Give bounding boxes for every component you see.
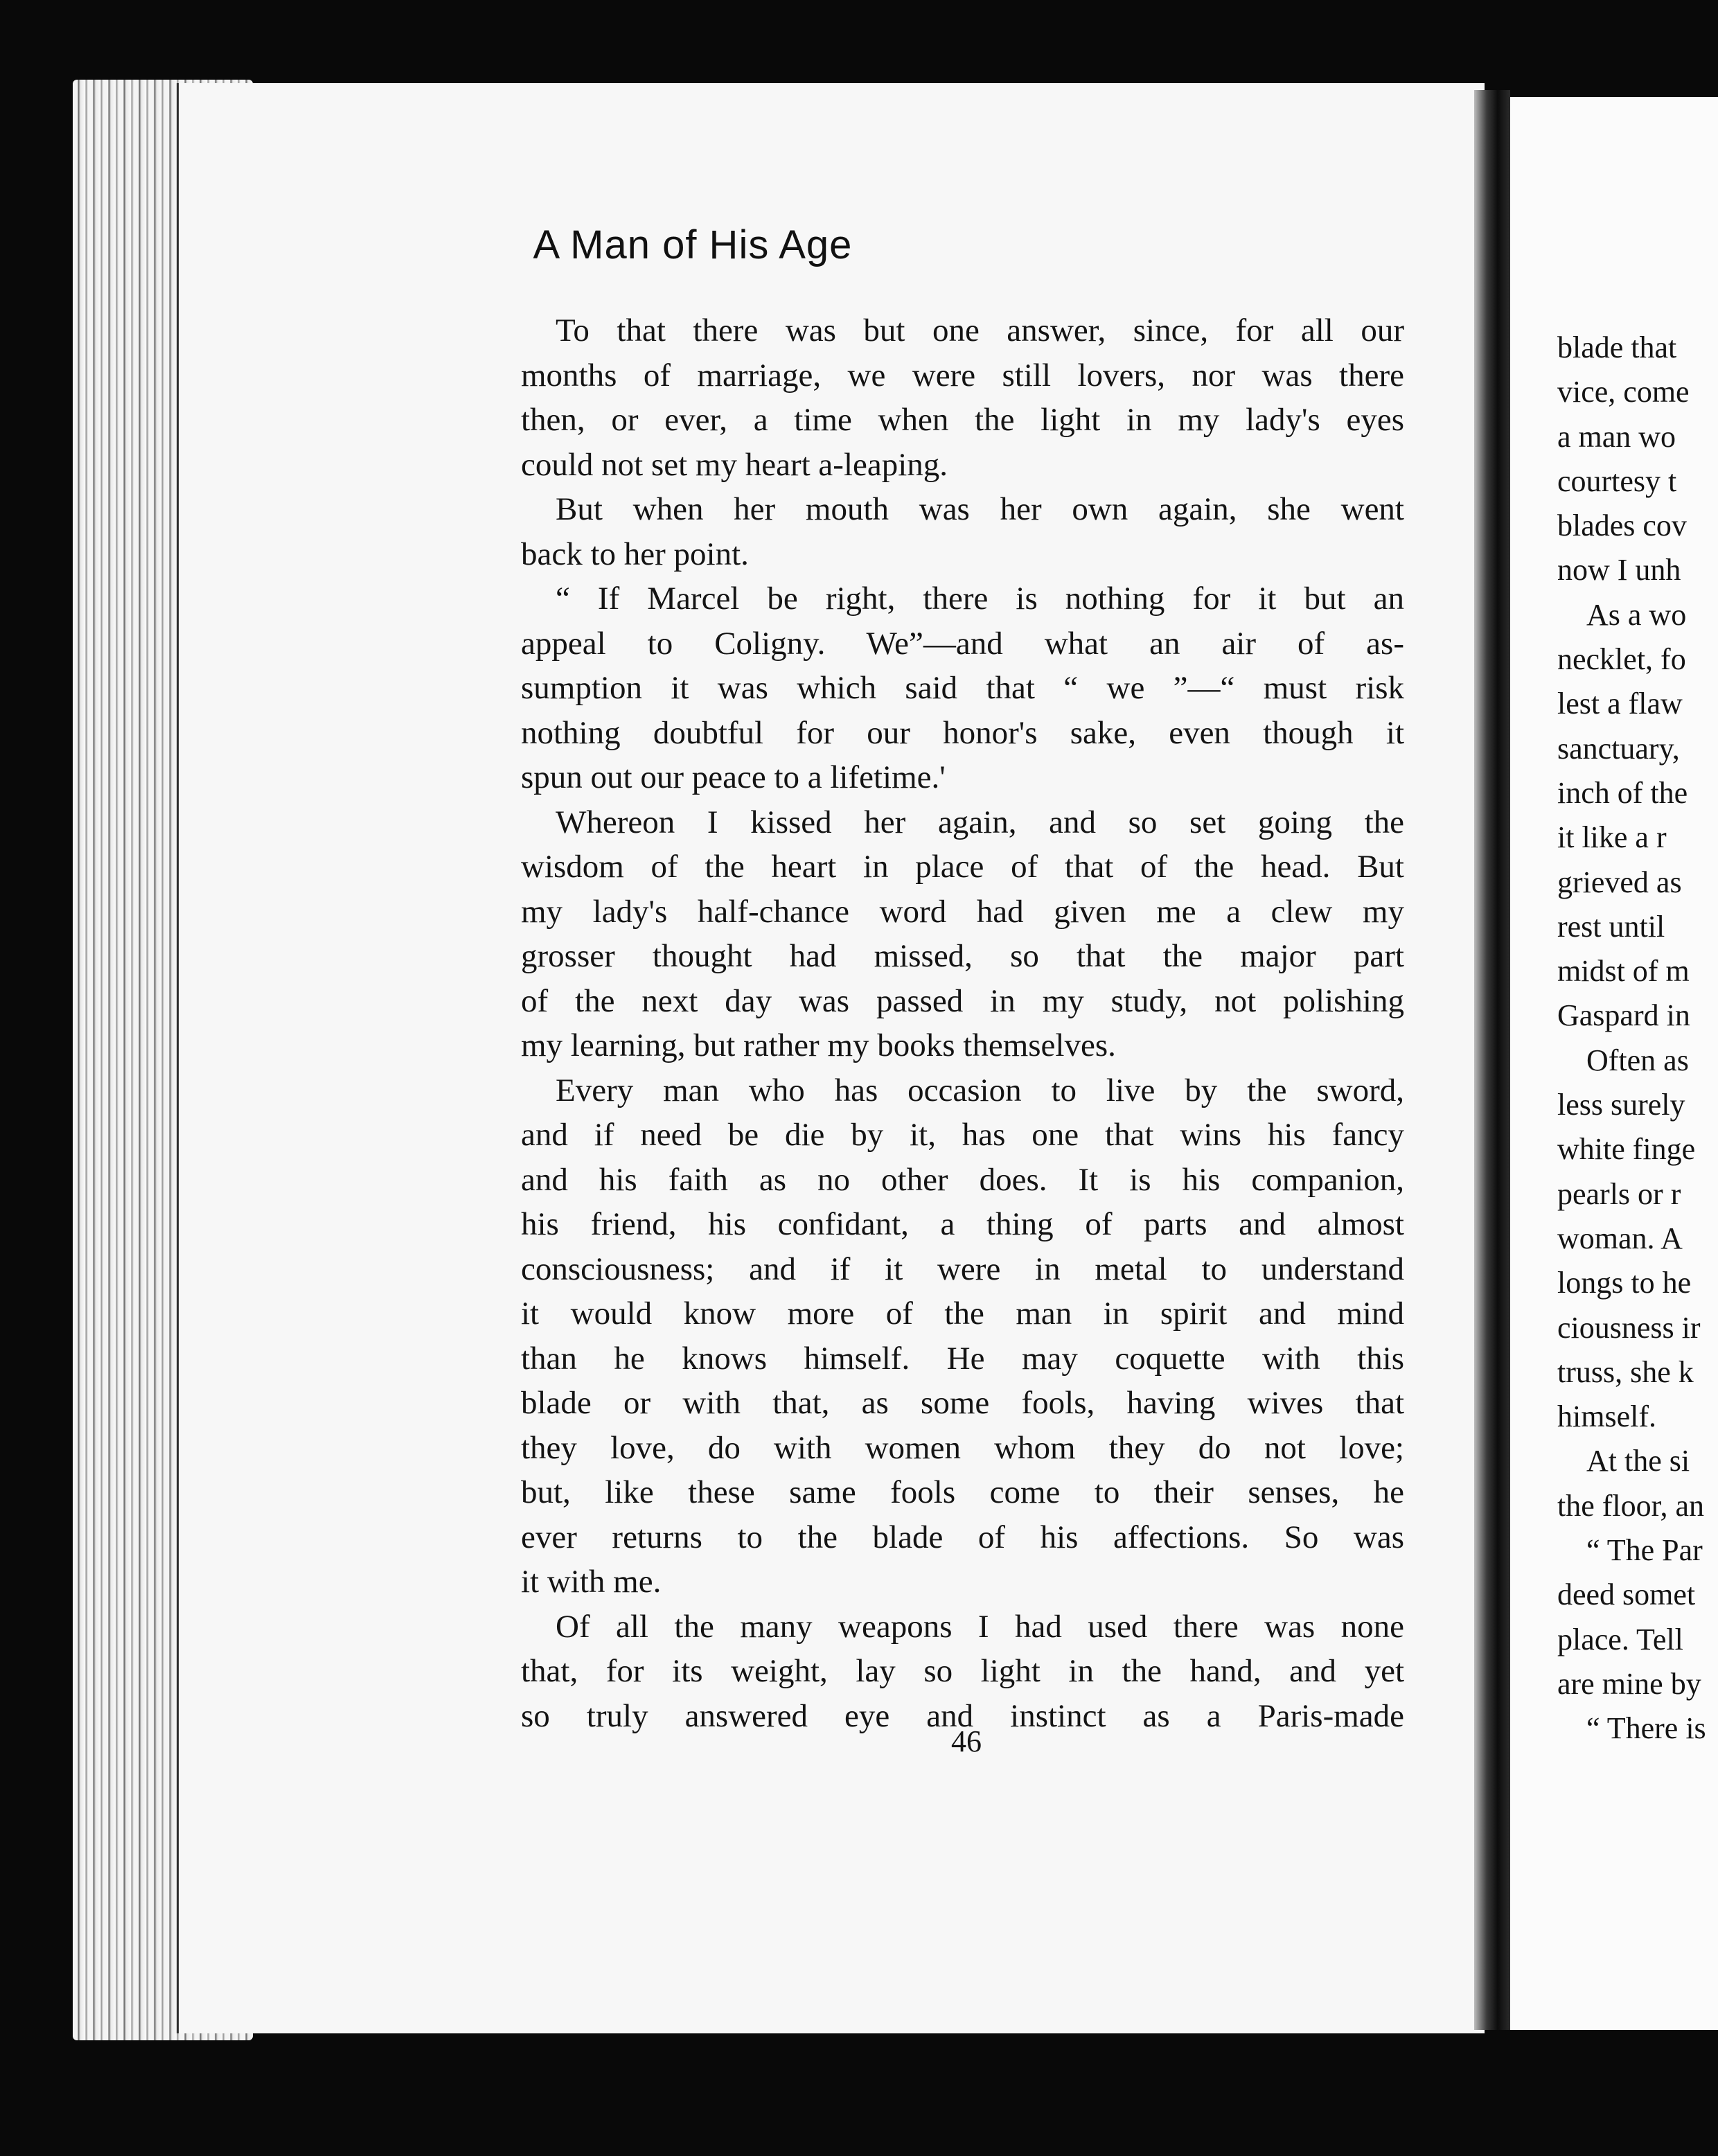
text-line: wisdom of the heart in place of that of the head. But	[521, 849, 1404, 885]
right-text-line: ciousness ir	[1557, 1310, 1701, 1345]
right-text-line: As a wo	[1586, 597, 1687, 632]
right-text-line: blade that	[1557, 330, 1677, 364]
right-text-line: it like a r	[1557, 820, 1667, 855]
text-line: consciousness; and if it were in metal to understand	[521, 1251, 1404, 1287]
right-text-line: rest until	[1557, 909, 1665, 944]
text-line: and if need be die by it, has one that wins his fancy	[521, 1117, 1404, 1153]
right-text-line: Often as	[1586, 1043, 1689, 1077]
book-gutter	[1474, 90, 1510, 2030]
text-line: sumption it was which said that “ we ”—“ must risk	[521, 670, 1404, 706]
text-line: To that there was but one answer, since, for all our	[556, 312, 1404, 348]
right-text-line: At the si	[1586, 1444, 1690, 1478]
right-text-line: necklet, fo	[1557, 642, 1686, 677]
text-line: his friend, his confidant, a thing of parts and almost	[521, 1206, 1404, 1242]
page-number: 46	[951, 1724, 982, 1758]
right-page-text	[1557, 326, 1718, 1751]
text-line: Of all the many weapons I had used there was none	[556, 1608, 1404, 1645]
right-text-line: vice, come	[1557, 375, 1690, 409]
text-line: Whereon I kissed her again, and so set going the	[556, 804, 1404, 840]
right-text-line: “ There is	[1586, 1711, 1706, 1746]
right-text-line: now I unh	[1557, 553, 1681, 587]
text-line: spun out our peace to a lifetime.'	[521, 759, 946, 795]
running-head: A Man of His Age	[533, 222, 853, 267]
right-text-line: courtesy t	[1557, 463, 1677, 498]
text-line: appeal to Coligny. We”—and what an air of as-	[521, 625, 1404, 662]
text-line: that, for its weight, lay so light in the hand, and yet	[521, 1653, 1404, 1689]
right-text-line: less surely	[1557, 1088, 1685, 1122]
right-text-line: woman. A	[1557, 1221, 1683, 1255]
text-line: months of marriage, we were still lovers, nor was there	[521, 357, 1404, 394]
text-line: grosser thought had missed, so that the major part	[521, 938, 1404, 974]
right-text-line: deed somet	[1557, 1578, 1696, 1612]
text-line: my learning, but rather my books themselves.	[521, 1027, 1116, 1063]
right-text-line: lest a flaw	[1557, 687, 1683, 721]
right-text-line: Gaspard in	[1557, 998, 1690, 1033]
right-text-line: place. Tell	[1557, 1622, 1683, 1656]
text-line: of the next day was passed in my study, not polishing	[521, 982, 1404, 1019]
text-line: it with me.	[521, 1564, 662, 1600]
right-text-line: sanctuary,	[1557, 731, 1680, 766]
text-line: back to her point.	[521, 536, 749, 572]
text-line: it would know more of the man in spirit and mind	[521, 1296, 1404, 1332]
right-text-line: white finge	[1557, 1132, 1696, 1167]
text-line: could not set my heart a-leaping.	[521, 446, 948, 483]
text-line: they love, do with women whom they do not love;	[521, 1429, 1404, 1466]
right-text-line: blades cov	[1557, 509, 1687, 543]
right-text-line: are mine by	[1557, 1666, 1701, 1701]
text-line: Every man who has occasion to live by the sword,	[556, 1072, 1404, 1108]
text-line: my lady's half-chance word had given me a clew my	[521, 893, 1404, 930]
text-line: than he knows himself. He may coquette with this	[521, 1340, 1404, 1377]
text-line: ever returns to the blade of his affections. So was	[521, 1519, 1404, 1555]
right-text-line: inch of the	[1557, 775, 1688, 810]
text-line: but, like these same fools come to their senses, he	[521, 1474, 1404, 1510]
right-text-line: himself.	[1557, 1399, 1656, 1434]
right-text-line: “ The Par	[1586, 1533, 1703, 1568]
text-line: But when her mouth was her own again, she went	[556, 491, 1404, 527]
left-page-text	[521, 308, 1404, 1738]
text-line: then, or ever, a time when the light in my lady's eyes	[521, 402, 1404, 438]
right-text-line: grieved as	[1557, 865, 1682, 899]
right-text-line: a man wo	[1557, 419, 1676, 454]
text-line: blade or with that, as some fools, having wives that	[521, 1385, 1404, 1421]
text-line: so truly answered eye and instinct as a Paris-made	[521, 1697, 1404, 1734]
right-text-line: midst of m	[1557, 954, 1690, 989]
text-line: “ If Marcel be right, there is nothing for it but an	[556, 581, 1404, 617]
text-line: and his faith as no other does. It is his companion,	[521, 1161, 1404, 1198]
text-line: nothing doubtful for our honor's sake, even though it	[521, 714, 1404, 751]
right-text-line: longs to he	[1557, 1266, 1692, 1300]
right-text-line: truss, she k	[1557, 1354, 1694, 1389]
right-text-line: the floor, an	[1557, 1488, 1705, 1523]
right-text-line: pearls or r	[1557, 1176, 1681, 1211]
